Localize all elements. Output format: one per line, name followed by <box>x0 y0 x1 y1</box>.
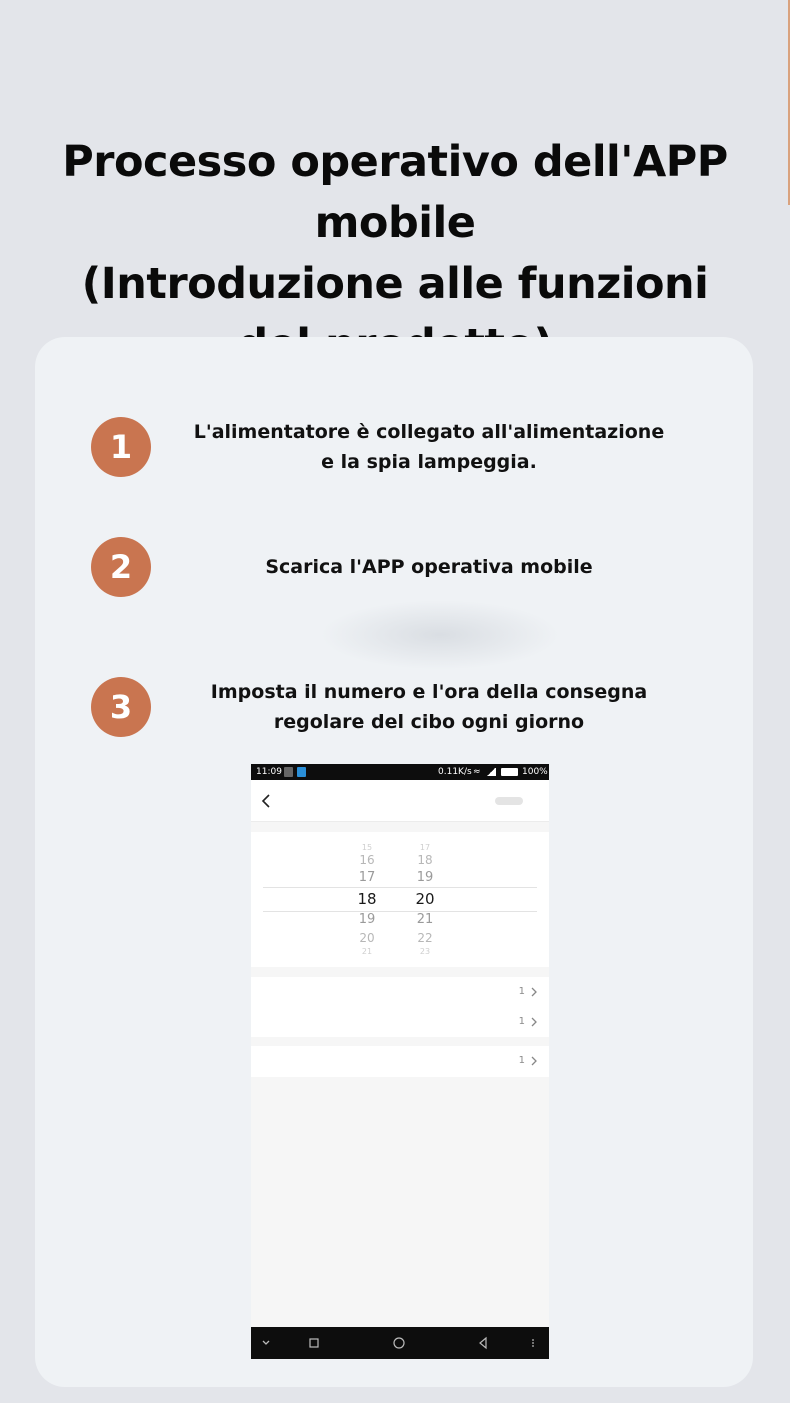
hour-selected: 18 <box>357 890 377 908</box>
chevron-down-icon[interactable] <box>259 1336 273 1350</box>
hour-option: 16 <box>359 853 375 867</box>
time-picker[interactable] <box>251 832 549 967</box>
triangle-back-icon[interactable] <box>476 1336 490 1350</box>
hour-option: 17 <box>358 870 376 885</box>
step-3-line-1: Imposta il numero e l'ora della consegna <box>210 681 648 703</box>
step-3-number: 3 <box>91 677 151 737</box>
battery-icon <box>501 768 518 776</box>
settings-row-3[interactable] <box>251 1046 549 1076</box>
settings-row-2[interactable] <box>251 1007 549 1037</box>
minute-option: 19 <box>416 870 434 885</box>
settings-group-1 <box>251 977 549 1037</box>
chevron-right-icon <box>530 1056 538 1066</box>
picker-bottom-divider <box>263 911 537 912</box>
title-line-2: (Introduzione alle funzioni <box>81 259 709 309</box>
square-icon[interactable] <box>307 1336 321 1350</box>
more-icon[interactable] <box>526 1336 540 1350</box>
step-1 <box>91 417 711 477</box>
hour-option: 15 <box>361 843 373 852</box>
signal-icon <box>486 768 496 776</box>
step-1-text <box>191 417 667 477</box>
app-header <box>251 780 549 822</box>
row-2-value: 1 <box>518 1016 525 1027</box>
settings-row-1[interactable] <box>251 977 549 1007</box>
row-1-value: 1 <box>518 986 525 997</box>
status-battery-percent: 100% <box>522 767 548 777</box>
hour-option: 19 <box>358 912 376 927</box>
app-icon <box>297 767 306 777</box>
hour-option: 21 <box>361 947 373 956</box>
settings-group-2 <box>251 1046 549 1077</box>
step-2-number: 2 <box>91 537 151 597</box>
step-1-number: 1 <box>91 417 151 477</box>
step-3 <box>91 677 711 737</box>
status-time: 11:09 <box>256 767 282 777</box>
step-2 <box>91 537 711 597</box>
step-2-text <box>191 537 667 597</box>
status-network-speed: 0.11K/s <box>438 767 472 777</box>
phone-screenshot <box>251 764 549 1359</box>
wifi-icon: ≈ <box>473 767 481 777</box>
step-3-text <box>191 677 667 737</box>
title-line-1: Processo operativo dell'APP mobile <box>62 137 728 248</box>
step-1-line-1: L'alimentatore è collegato all'alimentazione <box>193 421 665 443</box>
minute-option: 17 <box>419 843 431 852</box>
chevron-left-icon[interactable] <box>260 793 274 809</box>
step-2-line-1: Scarica l'APP operativa mobile <box>265 556 593 578</box>
blurred-header-action <box>495 797 523 805</box>
circle-icon[interactable] <box>392 1336 406 1350</box>
minute-option: 23 <box>419 947 431 956</box>
picker-top-divider <box>263 887 537 888</box>
step-1-line-2: e la spia lampeggia. <box>321 451 537 473</box>
android-nav-bar <box>251 1327 549 1359</box>
chevron-right-icon <box>530 987 538 997</box>
status-bar <box>251 764 549 780</box>
minute-selected: 20 <box>415 890 435 908</box>
row-3-value: 1 <box>518 1055 525 1066</box>
notification-icon <box>284 767 293 777</box>
minute-option: 22 <box>417 931 433 945</box>
minute-option: 21 <box>416 912 434 927</box>
chevron-right-icon <box>530 1017 538 1027</box>
hour-option: 20 <box>359 931 375 945</box>
minute-option: 18 <box>417 853 433 867</box>
blurred-image <box>320 600 560 670</box>
step-3-line-2: regolare del cibo ogni giorno <box>273 711 585 733</box>
